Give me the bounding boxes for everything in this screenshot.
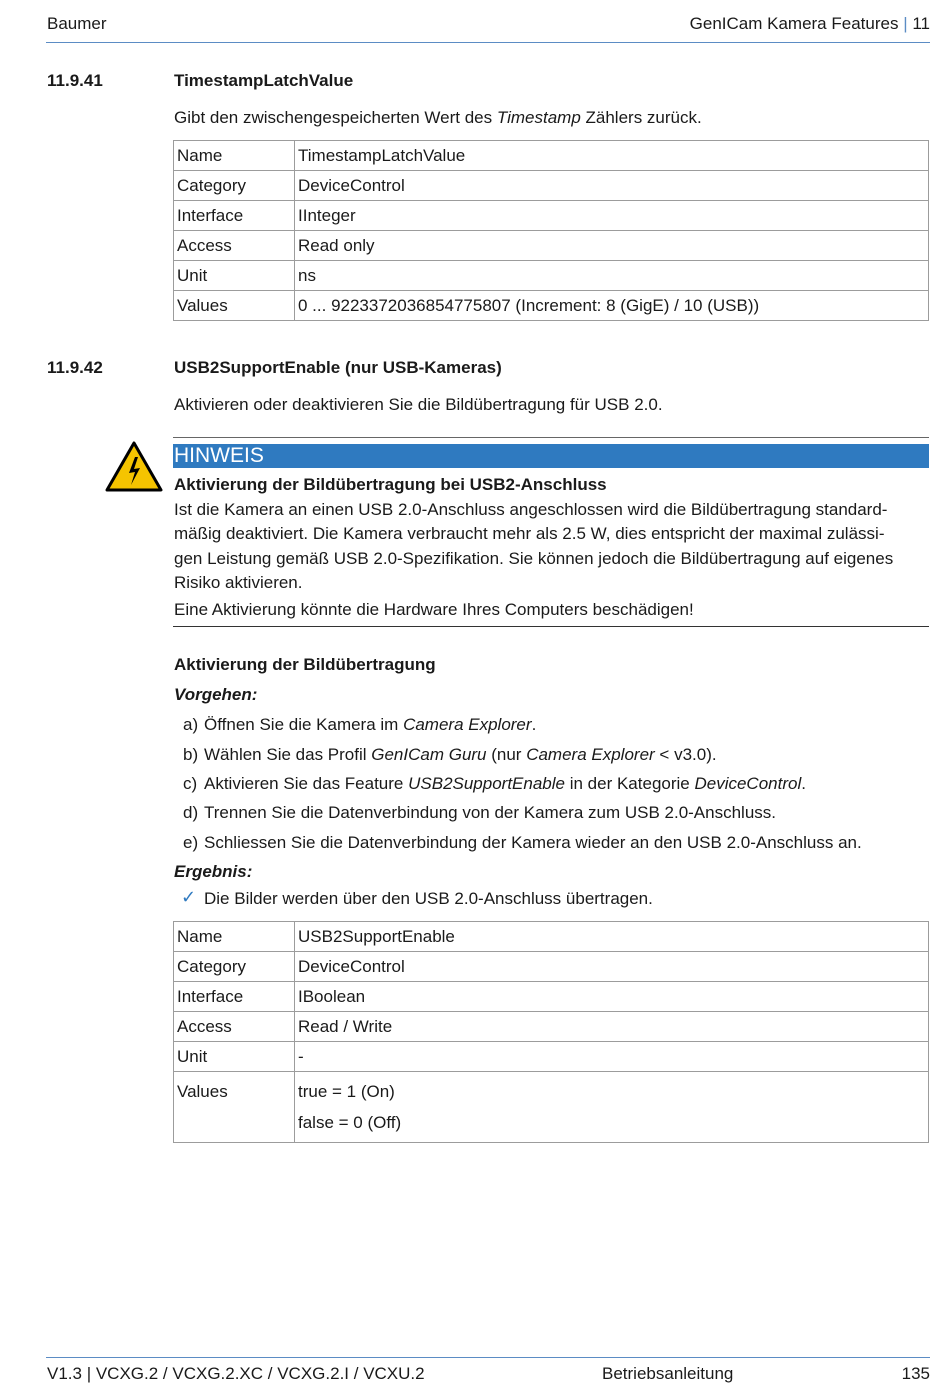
footer-models: V1.3 | VCXG.2 / VCXG.2.XC / VCXG.2.I / VCXU.2	[47, 1364, 425, 1383]
table-key: Values	[174, 291, 295, 321]
step-letter: e)	[183, 833, 199, 852]
notice-text-line: Ist die Kamera an einen USB 2.0-Anschluss angeschlossen wird die Bildübertragung standard-	[174, 499, 888, 519]
header-chapter-title: GenICam Kamera Features	[689, 14, 899, 33]
property-table-usb2support	[173, 921, 929, 1143]
table-value-line: false = 0 (Off)	[298, 1113, 402, 1132]
footer-page-number: 135	[901, 1364, 930, 1383]
step-italic: DeviceControl	[694, 774, 802, 793]
step-text: Aktivieren Sie das Feature	[204, 774, 409, 793]
table-row	[174, 231, 929, 261]
table-key: Interface	[174, 201, 295, 231]
table-value: USB2SupportEnable	[295, 922, 929, 952]
table-key: Values	[174, 1072, 295, 1143]
step-text: .	[801, 774, 806, 793]
notice-text-line: Risiko aktivieren.	[174, 573, 303, 593]
table-row	[174, 922, 929, 952]
notice-text-line: Eine Aktivierung könnte die Hardware Ihres Computers beschädigen!	[174, 599, 694, 619]
table-key: Name	[174, 141, 295, 171]
step-e: Schliessen Sie die Datenverbindung der Kamera wieder an den USB 2.0-Anschluss an.	[204, 833, 862, 852]
step-italic: Camera Explorer	[526, 745, 655, 764]
notice-body	[174, 473, 929, 623]
table-value: DeviceControl	[295, 171, 929, 201]
step-a	[204, 715, 536, 735]
result-label: Ergebnis:	[174, 862, 253, 881]
property-table-timestamp	[173, 140, 929, 321]
table-row	[174, 201, 929, 231]
step-text: Wählen Sie das Profil	[204, 745, 372, 764]
table-row	[174, 982, 929, 1012]
table-value-line: true = 1 (On)	[298, 1082, 395, 1101]
notice-top-rule	[173, 437, 929, 438]
section-number: 11.9.41	[47, 71, 103, 90]
desc-text: Zählers zurück.	[580, 108, 702, 127]
table-key: Category	[174, 171, 295, 201]
notice-text-line: gen Leistung gemäß USB 2.0-Spezifikation. Sie können jedoch die Bildübertragung auf eigenes	[174, 548, 894, 568]
step-italic: Camera Explorer	[403, 715, 532, 734]
footer-rule	[46, 1357, 930, 1358]
step-letter: b)	[183, 745, 199, 764]
table-value: IInteger	[295, 201, 929, 231]
table-row	[174, 1072, 929, 1143]
table-row	[174, 1012, 929, 1042]
step-d: Trennen Sie die Datenverbindung von der Kamera zum USB 2.0-Anschluss.	[204, 803, 777, 822]
table-value	[295, 1072, 929, 1143]
step-text: < v3.0).	[654, 745, 717, 764]
table-value: Read / Write	[295, 1012, 929, 1042]
procedure-steps-label: Vorgehen:	[174, 685, 258, 704]
footer-doc-type: Betriebsanleitung	[602, 1364, 734, 1383]
table-row	[174, 291, 929, 321]
desc-text: Gibt den zwischengespeicherten Wert des	[174, 108, 497, 127]
step-italic: GenICam Guru	[371, 745, 487, 764]
header-chapter	[690, 14, 930, 34]
table-key: Category	[174, 952, 295, 982]
notice-heading: Aktivierung der Bildübertragung bei USB2-Anschluss	[174, 475, 607, 494]
step-text: Öffnen Sie die Kamera im	[204, 715, 404, 734]
step-text: (nur	[486, 745, 527, 764]
header-brand: Baumer	[47, 14, 107, 33]
table-value: IBoolean	[295, 982, 929, 1012]
table-value: TimestampLatchValue	[295, 141, 929, 171]
step-letter: d)	[183, 803, 199, 822]
table-key: Unit	[174, 1042, 295, 1072]
table-value: DeviceControl	[295, 952, 929, 982]
notice-label: HINWEIS	[173, 444, 929, 468]
section-description	[174, 108, 702, 128]
step-b	[204, 745, 717, 765]
table-key: Name	[174, 922, 295, 952]
step-text: .	[531, 715, 537, 734]
section-description: Aktivieren oder deaktivieren Sie die Bildübertragung für USB 2.0.	[174, 395, 663, 414]
table-key: Unit	[174, 261, 295, 291]
table-value: Read only	[295, 231, 929, 261]
check-icon: ✓	[181, 887, 197, 907]
table-key: Access	[174, 1012, 295, 1042]
table-row	[174, 141, 929, 171]
table-row	[174, 952, 929, 982]
table-row	[174, 1042, 929, 1072]
notice-text-line: mäßig deaktiviert. Die Kamera verbraucht mehr als 2.5 W, dies entspricht der maximal zulässi-	[174, 524, 885, 544]
step-letter: a)	[183, 715, 199, 734]
table-value: 0 ... 9223372036854775807 (Increment: 8 (GigE) / 10 (USB))	[295, 291, 929, 321]
table-value: ns	[295, 261, 929, 291]
step-letter: c)	[183, 774, 198, 793]
section-number: 11.9.42	[47, 358, 103, 377]
section-title: USB2SupportEnable (nur USB-Kameras)	[174, 358, 502, 377]
step-text: in der Kategorie	[565, 774, 695, 793]
header-chapter-number: 11	[912, 14, 930, 33]
step-italic: USB2SupportEnable	[408, 774, 565, 793]
notice-bottom-rule	[173, 626, 929, 627]
section-title: TimestampLatchValue	[174, 71, 354, 90]
table-row	[174, 171, 929, 201]
warning-electric-icon	[104, 440, 164, 499]
result-text: Die Bilder werden über den USB 2.0-Anschluss übertragen.	[204, 889, 653, 908]
procedure-heading: Aktivierung der Bildübertragung	[174, 655, 436, 674]
table-value: -	[295, 1042, 929, 1072]
step-c	[204, 774, 806, 794]
desc-italic: Timestamp	[496, 108, 581, 127]
table-row	[174, 261, 929, 291]
header-rule	[46, 42, 930, 43]
table-key: Access	[174, 231, 295, 261]
header-separator: |	[903, 14, 908, 33]
table-key: Interface	[174, 982, 295, 1012]
